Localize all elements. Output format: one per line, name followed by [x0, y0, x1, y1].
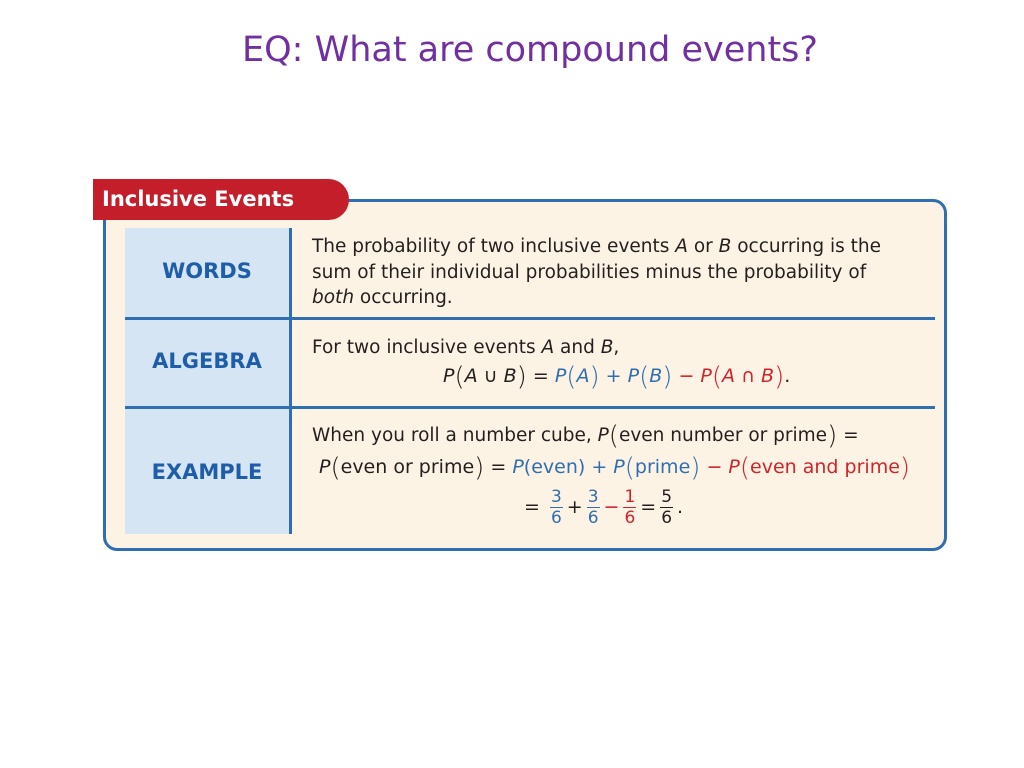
example-line-1: When you roll a number cube, P(even number or prime) = — [312, 421, 859, 451]
card-tab-label: Inclusive Events — [102, 187, 295, 211]
fraction-4: $\frac{5}{6}$ — [661, 487, 673, 528]
row-divider-1 — [125, 317, 935, 320]
words-label: WORDS — [162, 259, 252, 283]
slide-title: EQ: What are compound events? — [242, 30, 818, 70]
words-line-3: both occurring. — [312, 287, 453, 308]
words-line-1: The probability of two inclusive events A or B occurring is the — [312, 236, 881, 257]
algebra-label: ALGEBRA — [152, 349, 262, 373]
example-label: EXAMPLE — [151, 460, 263, 484]
column-divider — [289, 228, 292, 534]
example-line-2: P(even or prime) = P(even) + P(prime) − P(even and prime) — [319, 453, 911, 483]
example-line-3: = $\frac{3}{6}$ + $\frac{3}{6}$ − $\frac{1}{6}$ = $\frac{5}{6}$ . — [524, 487, 684, 528]
words-line-2: sum of their individual probabilities minus the probability of — [312, 262, 867, 283]
row-divider-2 — [125, 406, 935, 409]
fraction-1: $\frac{3}{6}$ — [550, 487, 562, 528]
card-tab — [93, 179, 349, 220]
algebra-formula: P(A ∪ B) = P(A) + P(B) − P(A ∩ B). — [443, 362, 791, 392]
fraction-3: $\frac{1}{6}$ — [624, 487, 636, 528]
algebra-intro: For two inclusive events A and B, — [312, 337, 620, 358]
fraction-2: $\frac{3}{6}$ — [587, 487, 599, 528]
